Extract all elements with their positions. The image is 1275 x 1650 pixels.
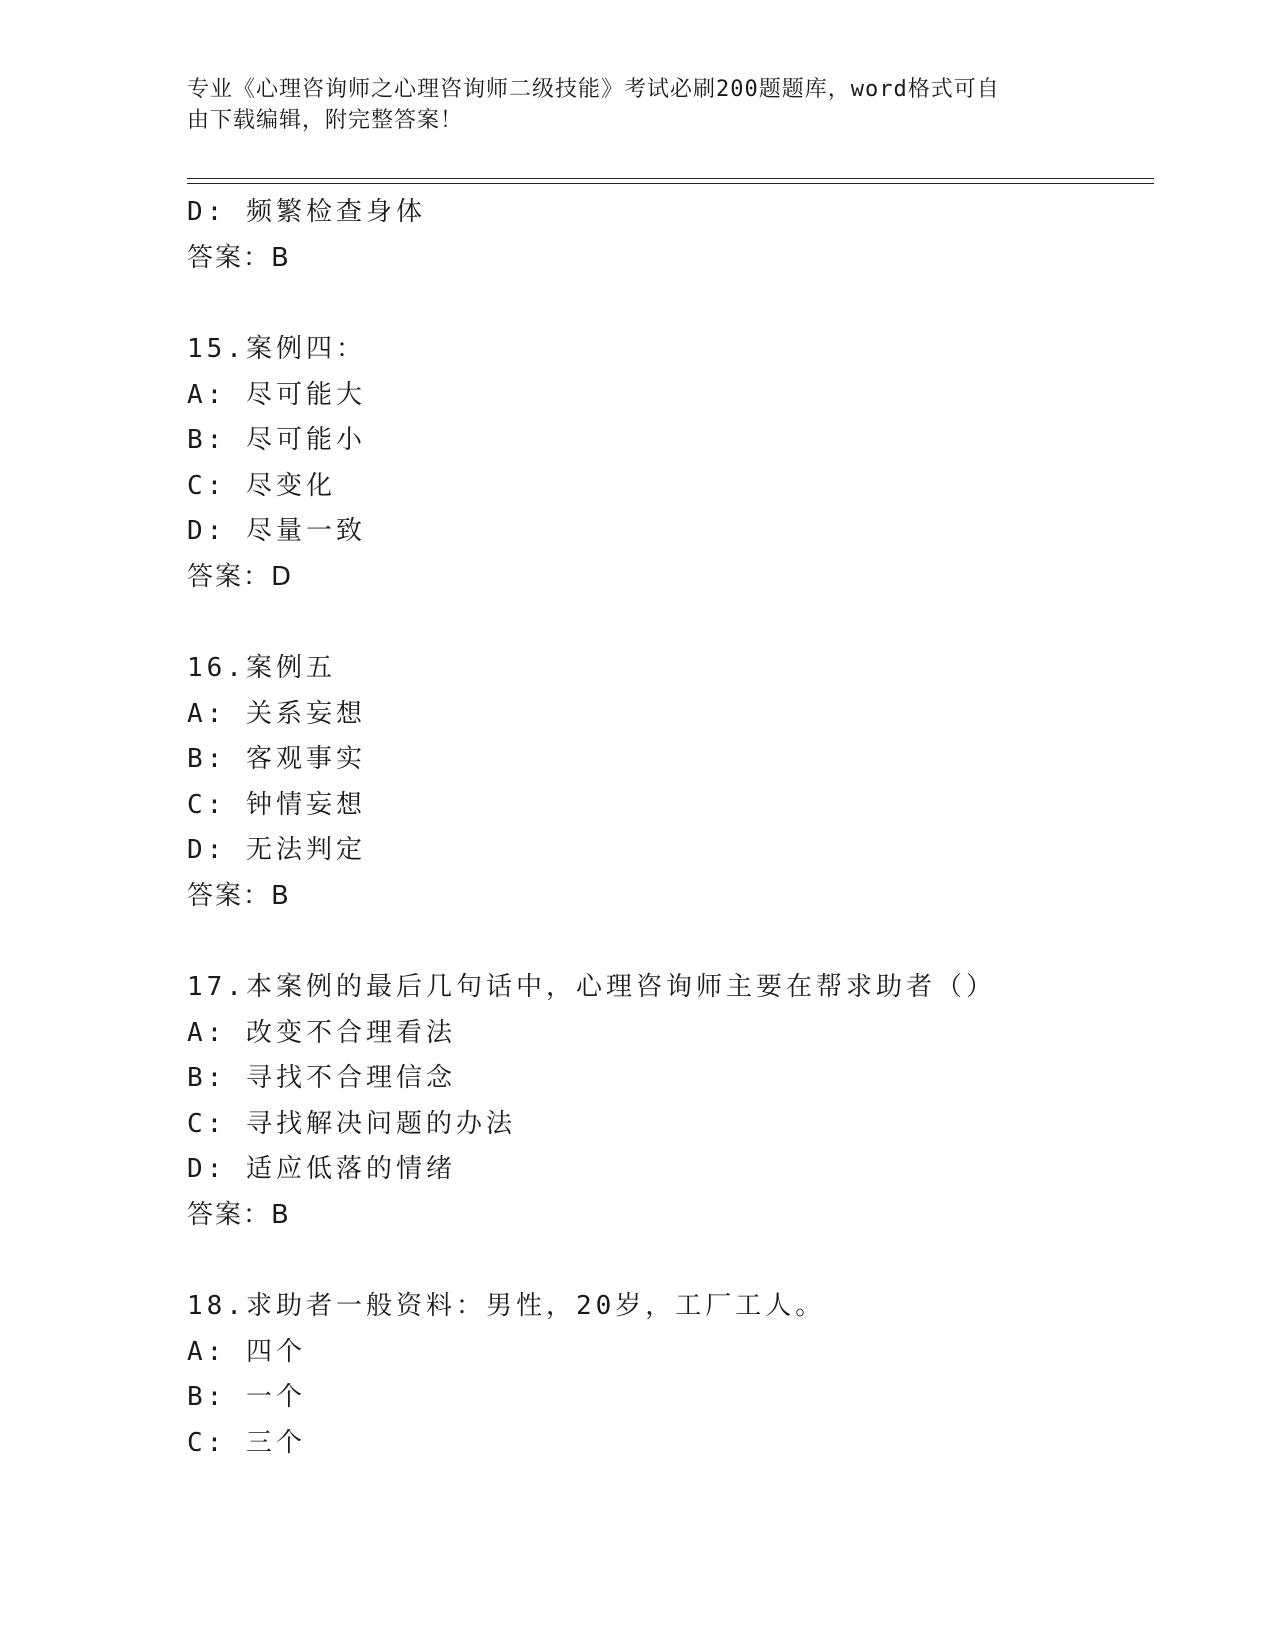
option-c: C: 三个 bbox=[187, 1427, 306, 1458]
header-divider-top bbox=[187, 178, 1154, 179]
header-line-1: 专业《心理咨询师之心理咨询师二级技能》考试必刷200题题库，word格式可自 bbox=[187, 77, 1000, 102]
question-block-17 bbox=[187, 965, 1147, 1238]
block-spacer bbox=[187, 919, 1147, 965]
option-b: B: 尽可能小 bbox=[187, 425, 366, 455]
question-block-14 bbox=[187, 190, 1147, 281]
option-a: A: 尽可能大 bbox=[187, 379, 366, 410]
block-spacer bbox=[187, 281, 1147, 327]
option-a: A: 改变不合理看法 bbox=[187, 1017, 456, 1048]
block-spacer bbox=[187, 600, 1147, 646]
header-divider-bottom bbox=[187, 183, 1154, 184]
answer-line: 答案：B bbox=[187, 880, 291, 911]
question-list bbox=[187, 190, 1147, 1466]
question-block-16 bbox=[187, 646, 1147, 919]
option-a: A: 四个 bbox=[187, 1336, 306, 1367]
answer-line: 答案：B bbox=[187, 242, 291, 273]
option-d: D: 无法判定 bbox=[187, 835, 366, 865]
question-block-15 bbox=[187, 327, 1147, 600]
question-title: 18.求助者一般资料：男性，20岁，工厂工人。 bbox=[187, 1291, 826, 1321]
question-title: 17.本案例的最后几句话中，心理咨询师主要在帮求助者（） bbox=[187, 972, 996, 1002]
answer-line: 答案：D bbox=[187, 561, 294, 592]
option-b: B: 一个 bbox=[187, 1382, 306, 1412]
header-line-2: 由下载编辑，附完整答案！ bbox=[187, 108, 464, 133]
option-b: B: 客观事实 bbox=[187, 744, 366, 774]
block-spacer bbox=[187, 1238, 1147, 1284]
option-d: D: 适应低落的情绪 bbox=[187, 1154, 456, 1184]
option-d: D: 频繁检查身体 bbox=[187, 197, 426, 227]
option-c: C: 尽变化 bbox=[187, 470, 336, 501]
answer-line: 答案：B bbox=[187, 1199, 291, 1230]
question-block-18 bbox=[187, 1284, 1147, 1466]
option-b: B: 寻找不合理信念 bbox=[187, 1063, 456, 1093]
option-c: C: 寻找解决问题的办法 bbox=[187, 1108, 516, 1139]
option-c: C: 钟情妄想 bbox=[187, 789, 366, 820]
option-a: A: 关系妄想 bbox=[187, 698, 366, 729]
option-d: D: 尽量一致 bbox=[187, 516, 366, 546]
question-title: 16.案例五 bbox=[187, 653, 336, 683]
document-header bbox=[187, 74, 1067, 136]
question-title: 15.案例四： bbox=[187, 334, 366, 364]
